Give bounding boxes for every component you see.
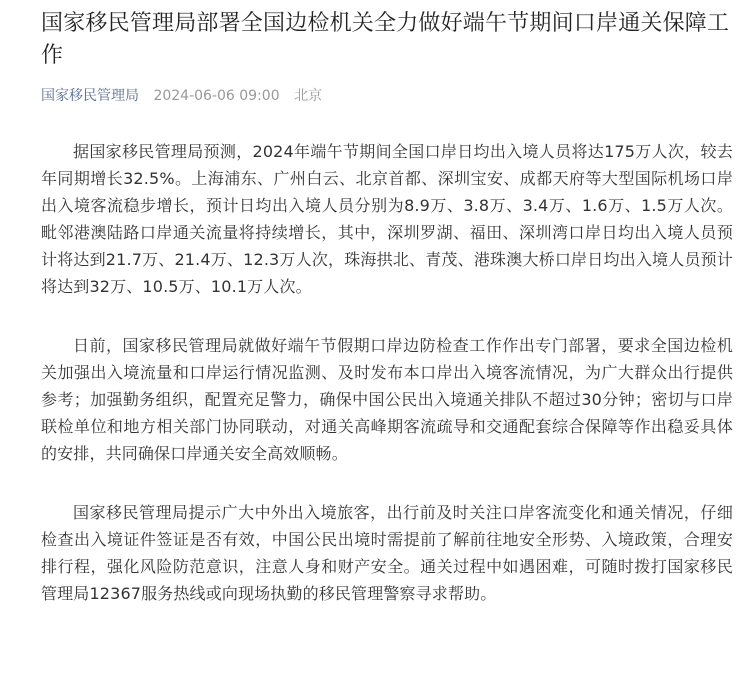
article-body — [41, 138, 733, 607]
article-paragraph-3: 国家移民管理局提示广大中外出入境旅客，出行前及时关注口岸客流变化和通关情况，仔细检查出入境证件签证是否有效，中国公民出境时需提前了解前往地安全形势、入境政策，合理安排行程，强化风险防范意识，注意人身和财产安全。通关过程中如遇困难，可随时拨打国家移民管理局12367服务热线或向现场执勤的移民管理警察寻求帮助。 — [41, 503, 733, 603]
publish-location: 北京 — [294, 88, 323, 104]
publish-datetime: 2024-06-06 09:00 — [153, 88, 280, 104]
article-paragraph-1: 据国家移民管理局预测，2024年端午节期间全国口岸日均出入境人员将达175万人次，较去年同期增长32.5%。上海浦东、广州白云、北京首都、深圳宝安、成都天府等大型国际机场口岸出入境客流稳步增长，预计日均出入境人员分别为8.9万、3.8万、3.4万、1.6万、1.5万人次。毗邻港澳陆路口岸通关流量将持续增长，其中，深圳罗湖、福田、深圳湾口岸日均出入境人员预计将达到21.7万、21.4万、12.3万人次，珠海拱北、青茂、港珠澳大桥口岸日均出入境人员预计将达到32万、10.5万、10.1万人次。 — [41, 142, 733, 296]
article-meta — [41, 86, 733, 106]
article-title: 国家移民管理局部署全国边检机关全力做好端午节期间口岸通关保障工作 — [41, 11, 730, 68]
article-paragraph-2: 日前，国家移民管理局就做好端午节假期口岸边防检查工作作出专门部署，要求全国边检机关加强出入境流量和口岸运行情况监测、及时发布本口岸出入境客流情况，为广大群众出行提供参考；加强勤务组织，配置充足警力，确保中国公民出入境通关排队不超过30分钟；密切与口岸联检单位和地方相关部门协同联动，对通关高峰期客流疏导和交通配套综合保障等作出稳妥具体的安排，共同确保口岸通关安全高效顺畅。 — [41, 336, 733, 463]
source-link[interactable]: 国家移民管理局 — [41, 88, 139, 104]
